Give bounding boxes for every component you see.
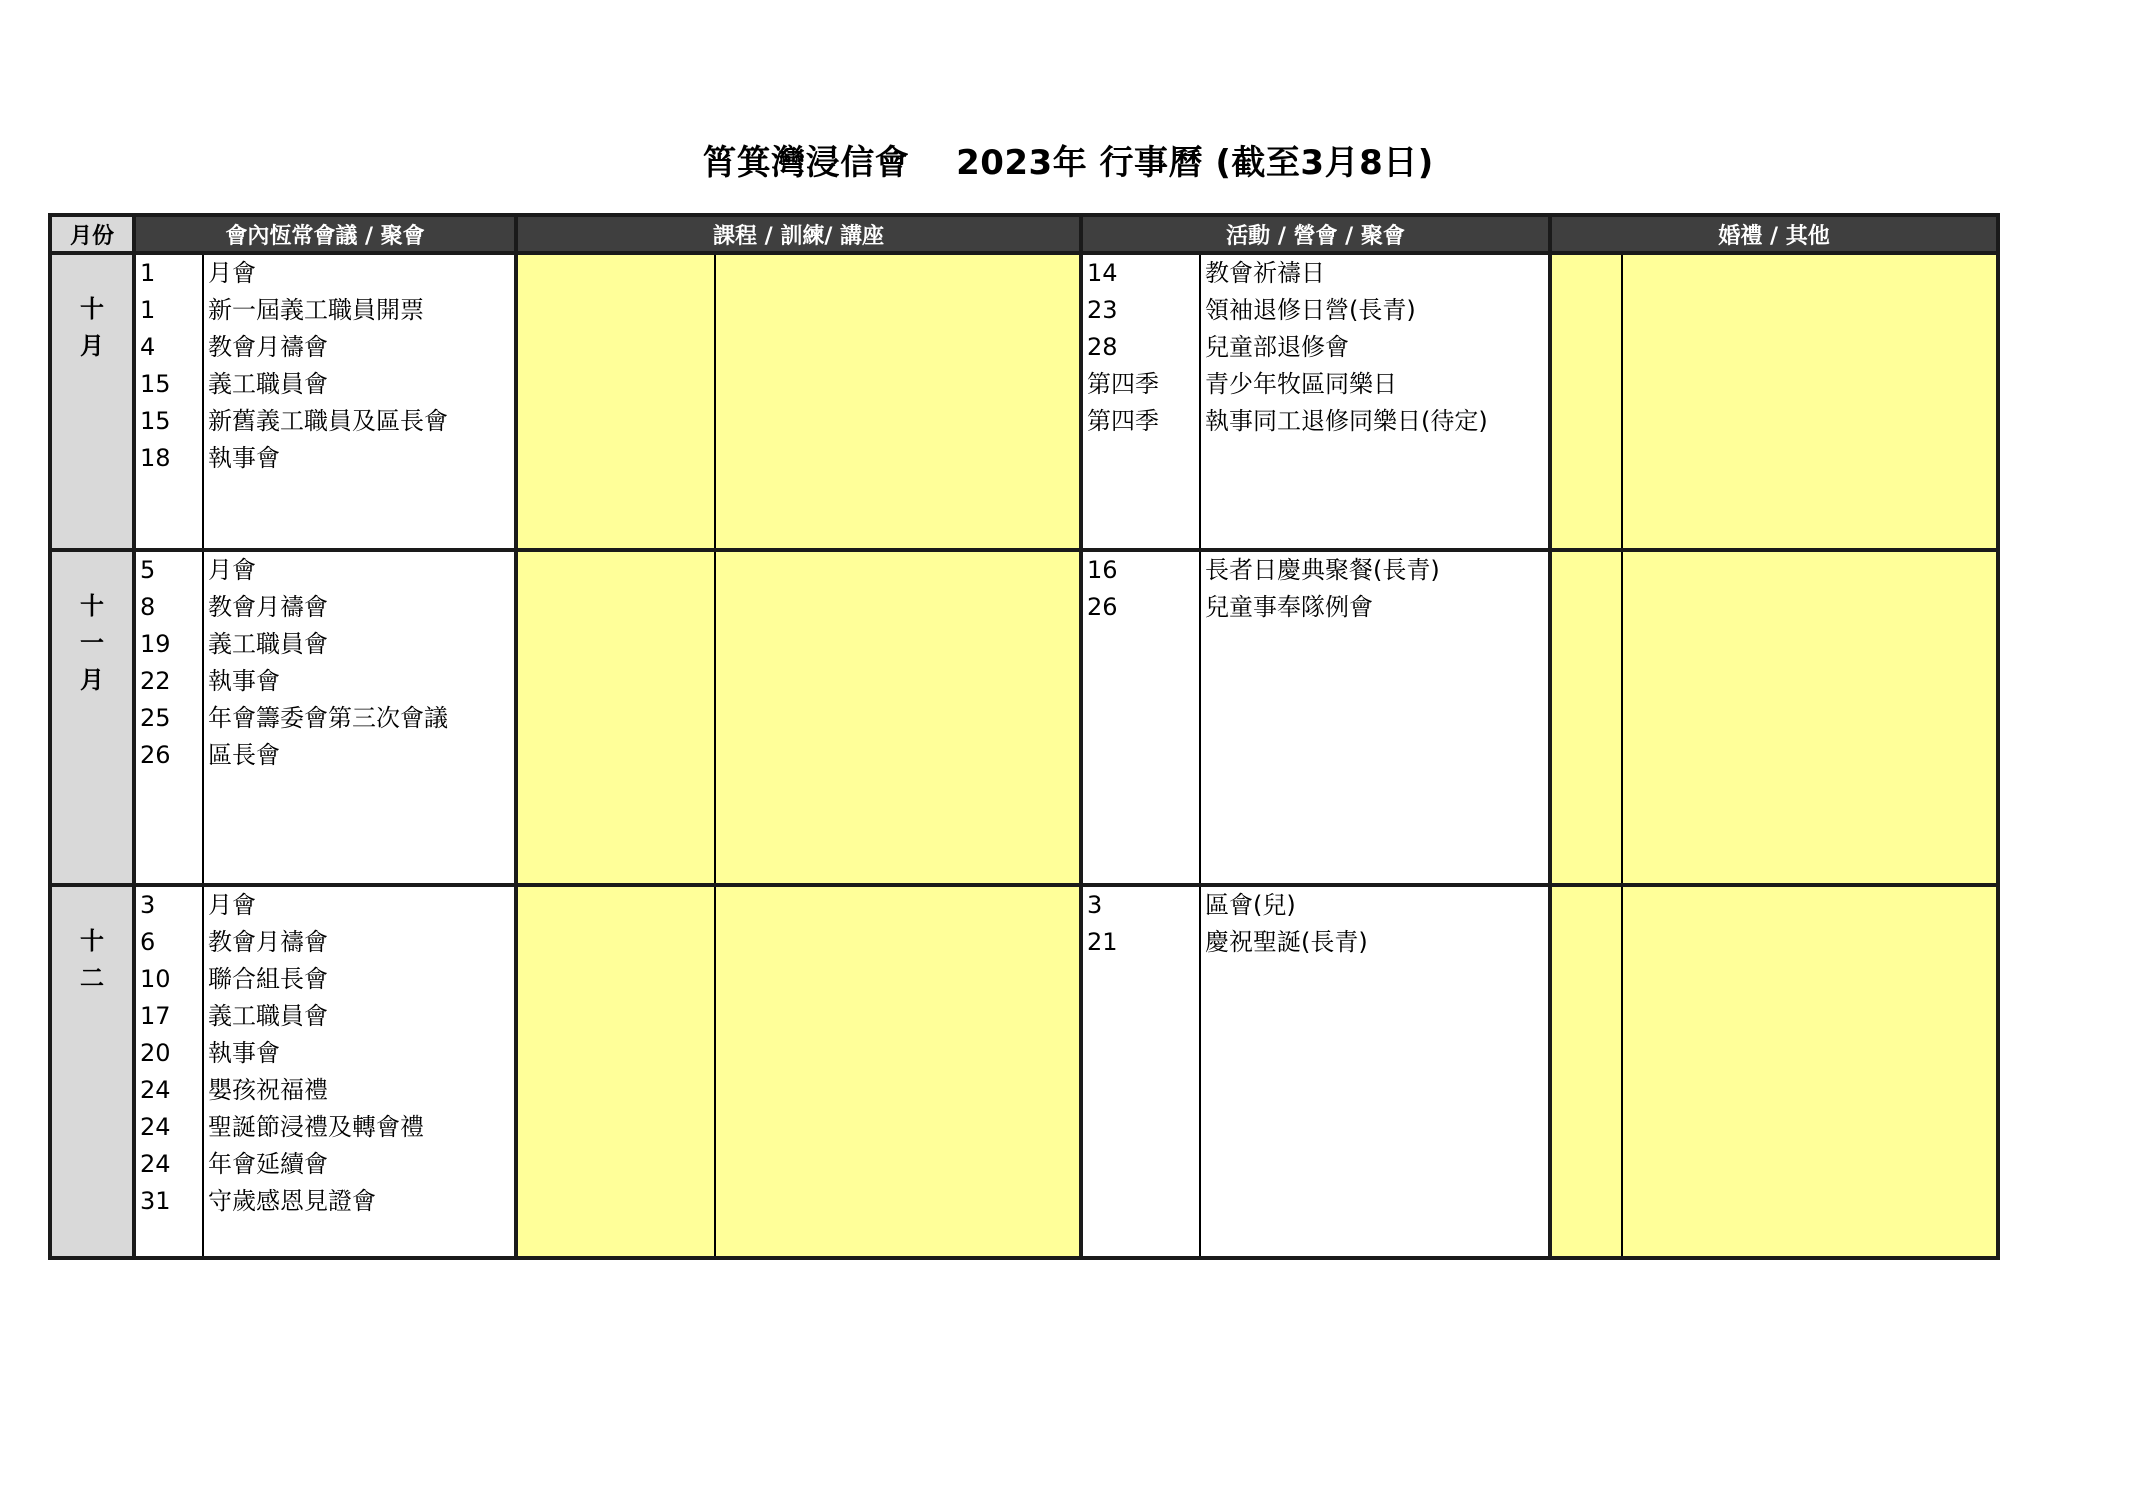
activity-event-entry: 兒童事奉隊例會 (1205, 593, 1374, 621)
meeting-day-entry: 1 (140, 259, 156, 287)
wedding-event-cell (1622, 253, 1998, 550)
month-label (50, 253, 134, 550)
activity-day-entry: 第四季 (1087, 407, 1160, 435)
wedding-date-cell (1550, 253, 1622, 550)
month-label (50, 885, 134, 1258)
meeting-event-entry: 嬰孩祝福禮 (208, 1076, 328, 1104)
activity-day-entry: 21 (1087, 928, 1118, 956)
header-meetings: 會內恆常會議 / 聚會 (134, 215, 516, 253)
meeting-day-entry: 1 (140, 296, 156, 324)
activity-event-entry: 兒童部退修會 (1205, 333, 1350, 361)
meeting-day-entry: 24 (140, 1076, 171, 1104)
meeting-day-entry: 10 (140, 965, 171, 993)
meeting-event (203, 885, 516, 1258)
meeting-event-entry: 教會月禱會 (208, 928, 328, 956)
activity-day (1081, 550, 1200, 885)
meeting-event-entry: 月會 (208, 556, 256, 584)
course-event-cell (715, 885, 1081, 1258)
activity-day (1081, 885, 1200, 1258)
activity-event (1200, 885, 1550, 1258)
activity-event-entry: 領袖退修日營(長青) (1205, 296, 1416, 324)
course-date-cell (516, 550, 715, 885)
meeting-event-entry: 聖誕節浸禮及轉會禮 (208, 1113, 424, 1141)
activity-day-entry: 3 (1087, 891, 1103, 919)
meeting-event-entry: 義工職員會 (208, 1002, 328, 1030)
month-row (50, 253, 1998, 550)
course-event-cell (715, 253, 1081, 550)
meeting-day-entry: 31 (140, 1187, 171, 1215)
month-row (50, 885, 1998, 1258)
meeting-event-entry: 義工職員會 (208, 370, 328, 398)
course-event-cell (715, 550, 1081, 885)
meeting-day-entry: 6 (140, 928, 156, 956)
activity-day-entry: 23 (1087, 296, 1118, 324)
meeting-day-entry: 8 (140, 593, 156, 621)
activity-day-entry: 28 (1087, 333, 1118, 361)
course-date-cell (516, 253, 715, 550)
wedding-event-cell (1622, 885, 1998, 1258)
activity-day-entry: 14 (1087, 259, 1118, 287)
activity-event-entry: 慶祝聖誕(長青) (1205, 928, 1368, 956)
activity-event-entry: 教會祈禱日 (1205, 259, 1326, 287)
meeting-day (134, 550, 203, 885)
meeting-event-entry: 執事會 (208, 444, 280, 472)
meeting-event-entry: 月會 (208, 891, 256, 919)
calendar-table-wrapper (48, 213, 1996, 1260)
activity-event-entry: 長者日慶典聚餐(長青) (1205, 556, 1440, 584)
meeting-event-entry: 執事會 (208, 1039, 280, 1067)
meeting-event-entry: 聯合組長會 (208, 965, 328, 993)
month-label (50, 550, 134, 885)
meeting-event-entry: 新一屆義工職員開票 (208, 296, 424, 324)
activity-day (1081, 253, 1200, 550)
meeting-event-entry: 教會月禱會 (208, 333, 328, 361)
wedding-date-cell (1550, 885, 1622, 1258)
month-label-char: 月 (80, 666, 104, 694)
meeting-event-entry: 年會延續會 (208, 1150, 328, 1178)
meeting-event-entry: 年會籌委會第三次會議 (208, 704, 448, 732)
meeting-event-entry: 月會 (208, 259, 256, 287)
month-label-char: 二 (80, 964, 104, 992)
header-month: 月份 (50, 215, 134, 253)
meeting-day-entry: 26 (140, 741, 171, 769)
meeting-event-entry: 執事會 (208, 667, 280, 695)
month-row (50, 550, 1998, 885)
meeting-day-entry: 15 (140, 370, 171, 398)
meeting-event-entry: 守歲感恩見證會 (208, 1187, 376, 1215)
meeting-event (203, 253, 516, 550)
meeting-day-entry: 18 (140, 444, 171, 472)
activity-event-entry: 青少年牧區同樂日 (1205, 370, 1398, 398)
activity-day-entry: 第四季 (1087, 370, 1160, 398)
month-label-char: 十 (80, 927, 104, 955)
meeting-day-entry: 17 (140, 1002, 171, 1030)
meeting-day-entry: 15 (140, 407, 171, 435)
calendar-body (50, 253, 1998, 1258)
month-label-char: 十 (80, 295, 104, 323)
meeting-day-entry: 19 (140, 630, 171, 658)
activity-event (1200, 253, 1550, 550)
header-weddings: 婚禮 / 其他 (1550, 215, 1998, 253)
activity-day-entry: 16 (1087, 556, 1118, 584)
meeting-day (134, 253, 203, 550)
meeting-day-entry: 24 (140, 1150, 171, 1178)
header-courses: 課程 / 訓練/ 講座 (516, 215, 1081, 253)
document-title: 筲箕灣浸信會 2023年 行事曆 (截至3月8日) (702, 143, 1434, 183)
meeting-day-entry: 25 (140, 704, 171, 732)
meeting-event (203, 550, 516, 885)
wedding-date-cell (1550, 550, 1622, 885)
header-activities: 活動 / 營會 / 聚會 (1081, 215, 1550, 253)
activity-event-entry: 執事同工退修同樂日(待定) (1205, 407, 1488, 435)
month-label-char: 月 (80, 332, 104, 360)
meeting-event-entry: 義工職員會 (208, 630, 328, 658)
header-row (50, 215, 1998, 253)
activity-event (1200, 550, 1550, 885)
wedding-event-cell (1622, 550, 1998, 885)
meeting-day-entry: 5 (140, 556, 156, 584)
calendar-table (48, 213, 2000, 1260)
month-label-char: 十 (80, 592, 104, 620)
activity-day-entry: 26 (1087, 593, 1118, 621)
meeting-day-entry: 4 (140, 333, 156, 361)
meeting-day-entry: 3 (140, 891, 156, 919)
course-date-cell (516, 885, 715, 1258)
meeting-day-entry: 20 (140, 1039, 171, 1067)
meeting-day-entry: 22 (140, 667, 171, 695)
meeting-event-entry: 教會月禱會 (208, 593, 328, 621)
meeting-day (134, 885, 203, 1258)
meeting-day-entry: 24 (140, 1113, 171, 1141)
meeting-event-entry: 區長會 (208, 741, 280, 769)
activity-event-entry: 區會(兒) (1205, 891, 1296, 919)
month-label-char: 一 (80, 629, 104, 657)
meeting-event-entry: 新舊義工職員及區長會 (208, 407, 448, 435)
